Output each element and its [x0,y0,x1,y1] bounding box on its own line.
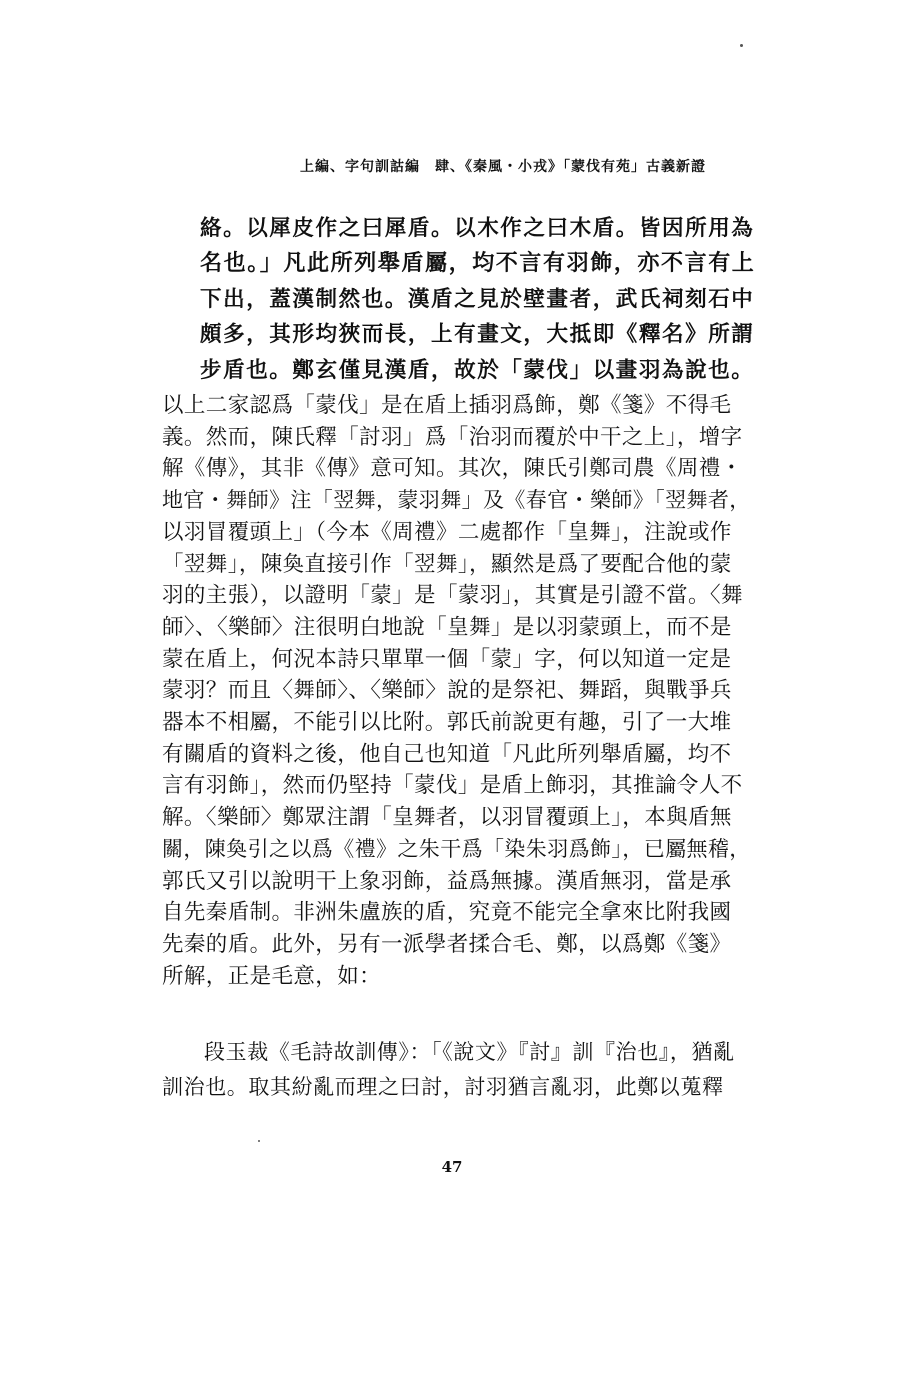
quote-line: 絡。以犀皮作之曰犀盾。以木作之曰木盾。皆因所用為 [200,216,755,241]
body-line: 蒙羽？而且〈舞師〉、〈樂師〉說的是祭祀、舞蹈，與戰爭兵 [162,678,732,704]
body-line: 蒙在盾上，何況本詩只單單一個「蒙」字，何以知道一定是 [162,646,732,672]
body-line: 「翌舞」，陳奐直接引作「翌舞」，顯然是爲了要配合他的蒙 [162,551,732,577]
body-line: 義。然而，陳氏釋「討羽」爲「治羽而覆於中干之上」，增字 [162,424,743,450]
block-quote [200,211,760,388]
scan-speck [740,44,743,47]
quote-line: 頗多，其形均狹而長，上有畫文，大抵即《釋名》所謂 [200,322,755,348]
body-line: 解。〈樂師〉鄭眾注謂「皇舞者，以羽冒覆頭上」，本與盾無 [162,805,732,831]
cite-line: 段玉裁《毛詩故訓傳》：「《說文》『討』訓『治也』，猶亂 [204,1040,735,1064]
body-line: 先秦的盾。此外，另有一派學者揉合毛、鄭，以爲鄭《箋》 [162,931,732,957]
quote-line: 名也。」凡此所列舉盾屬，均不言有羽飾，亦不言有上 [200,250,756,277]
cite-line: 訓治也。取其紛亂而理之曰討，討羽猶言亂羽，此鄭以蒐釋 [162,1075,724,1099]
body-line: 有關盾的資料之後，他自己也知道「凡此所列舉盾屬，均不 [162,741,732,767]
body-line: 郭氏又引以說明干上象羽飾，益爲無據。漢盾無羽，當是承 [162,868,732,894]
body-line: 自先秦盾制。非洲朱盧族的盾，究竟不能完全拿來比附我國 [162,900,732,926]
citation-block [162,1035,762,1105]
body-line: 以羽冒覆頭上」（今本《周禮》二處都作「皇舞」，注說或作 [162,519,732,545]
body-paragraph [162,390,762,992]
scan-speck [258,1140,260,1142]
page-number: 47 [441,1158,463,1176]
body-line: 地官・舞師》注「翌舞，蒙羽舞」及《春官・樂師》「翌舞者， [162,488,751,513]
running-header: 上編、字句訓詁編 肆、《秦風・小戎》「蒙伐有苑」古義新證 [300,159,706,175]
body-line: 師〉、〈樂師〉注很明白地說「皇舞」是以羽蒙頭上，而不是 [162,614,732,640]
body-line: 言有羽飾」，然而仍堅持「蒙伐」是盾上飾羽，其推論令人不 [162,773,743,799]
body-line: 器本不相屬，不能引以比附。郭氏前說更有趣，引了一大堆 [162,710,732,736]
body-line: 羽的主張），以證明「蒙」是「蒙羽」，其實是引證不當。〈舞 [162,583,743,609]
body-line: 所解，正是毛意，如： [162,963,382,989]
body-line: 解《傳》，其非《傳》意可知。其次，陳氏引鄭司農《周禮・ [162,456,743,482]
body-line: 關，陳奐引之以爲《禮》之朱干爲「染朱羽爲飾」，已屬無稽， [162,836,751,861]
quote-line: 步盾也。鄭玄僅見漢盾，故於「蒙伐」以畫羽為說也。 [200,357,755,383]
body-line: 以上二家認爲「蒙伐」是在盾上插羽爲飾，鄭《箋》不得毛 [162,393,732,418]
quote-line: 下出，蓋漢制然也。漢盾之見於壁畫者，武氏祠刻石中 [200,286,755,312]
